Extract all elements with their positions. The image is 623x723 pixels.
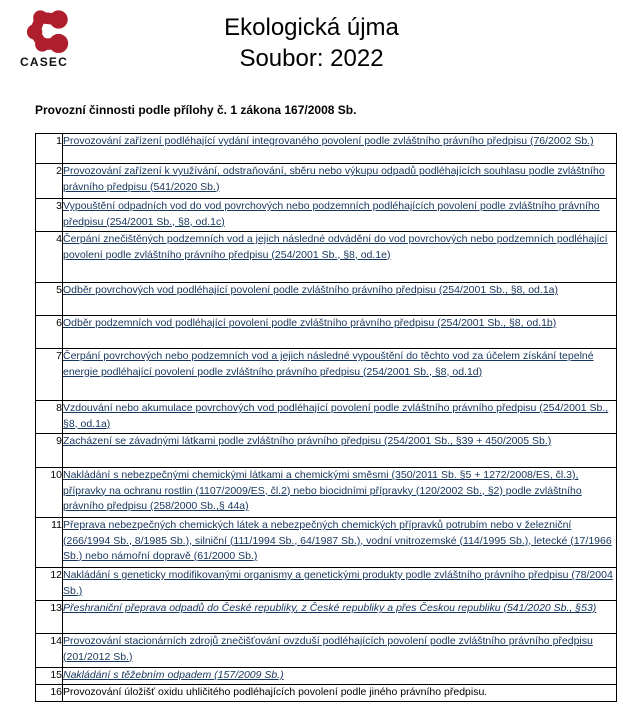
header bbox=[0, 0, 623, 100]
activity-link[interactable]: Odběr povrchových vod podléhající povolení podle zvláštního právního předpisu (254/2001 Sb., §8, od.1a) bbox=[63, 284, 558, 296]
row-number: 14 bbox=[36, 634, 63, 668]
activity-link[interactable]: Odběr podzemních vod podléhající povolení podle zvláštního právního předpisu (254/2001 Sb., §8, od.1b) bbox=[63, 317, 557, 329]
row-number: 16 bbox=[36, 684, 63, 701]
activity-link[interactable]: Zacházení se závadnými látkami podle zvláštního právního předpisu (254/2001 Sb., §39 + 450/2005 Sb.) bbox=[63, 435, 552, 447]
activities-table bbox=[35, 133, 617, 702]
casec-logo bbox=[20, 8, 82, 69]
row-number: 1 bbox=[36, 134, 63, 164]
section-heading: Provozní činnosti podle přílohy č. 1 zákona 167/2008 Sb. bbox=[35, 103, 357, 117]
row-number: 4 bbox=[36, 232, 63, 283]
activity-link[interactable]: Provozování stacionárních zdrojů znečišťování ovzduší podléhajících povolení podle zvláštního právního předpisu (201/2012 Sb.) bbox=[63, 635, 593, 663]
activity-link[interactable]: Nakládání s těžebním odpadem (157/2009 Sb.) bbox=[63, 669, 284, 681]
table-row bbox=[36, 316, 617, 349]
table-row bbox=[36, 401, 617, 434]
activity-link[interactable]: Přeprava nebezpečných chemických látek a nebezpečných chemických přípravků potrubím nebo v železniční (266/1994 Sb., 8/1985 Sb.), silniční (111/1994 Sb., 64/1987 Sb.), vodní vnitrozemské (114/1995 Sb.), letecké (17/1966 Sb.) nebo námořní dopravě (61/2000 Sb.) bbox=[63, 519, 612, 562]
table-row bbox=[36, 568, 617, 601]
casec-logo-text: CASEC bbox=[20, 55, 69, 69]
document-subtitle: Soubor: 2022 bbox=[239, 45, 384, 72]
table-row bbox=[36, 134, 617, 164]
activity-link[interactable]: Vzdouvání nebo akumulace povrchových vod podléhající povolení podle zvláštního právního předpisu (254/2001 Sb., §8, od.1a) bbox=[63, 402, 609, 430]
table-row bbox=[36, 434, 617, 468]
activity-link[interactable]: Čerpání povrchových nebo podzemních vod a jejich následné vypouštění do těchto vod za účelem získání tepelné energie podléhající povolení podle zvláštního právního předpisu (254/2001 Sb., §8, od.1d) bbox=[63, 350, 594, 378]
activity-link[interactable]: Nakládání s geneticky modifikovanými organismy a genetickými produkty podle zvláštního právního předpisu (78/2004 Sb.) bbox=[63, 569, 613, 597]
activity-link[interactable]: Přeshraniční přeprava odpadů do České republiky, z České republiky a přes Českou republiku (541/2020 Sb., §53) bbox=[63, 602, 597, 614]
row-number: 10 bbox=[36, 468, 63, 518]
row-number: 9 bbox=[36, 434, 63, 468]
activity-link[interactable]: Nakládání s nebezpečnými chemickými látkami a chemickými směsmi (350/2011 Sb. §5 + 1272/2008/ES, čl.3), přípravky na ochranu rostlin (1107/2009/ES, čl.2) nebo biocidními přípravky (120/2002 Sb., §2) podle zvláštního právního předpisu (258/2000 Sb.,§ 44a) bbox=[63, 469, 582, 512]
table-row bbox=[36, 634, 617, 668]
table-row bbox=[36, 283, 617, 316]
row-number: 13 bbox=[36, 601, 63, 634]
table-row bbox=[36, 232, 617, 283]
row-number: 2 bbox=[36, 164, 63, 199]
row-number: 7 bbox=[36, 349, 63, 401]
row-number: 3 bbox=[36, 199, 63, 232]
document-title: Ekologická újma bbox=[224, 14, 399, 41]
row-number: 15 bbox=[36, 668, 63, 685]
table-row bbox=[36, 668, 617, 685]
row-number: 11 bbox=[36, 518, 63, 568]
table-row bbox=[36, 518, 617, 568]
row-number: 8 bbox=[36, 401, 63, 434]
row-number: 5 bbox=[36, 283, 63, 316]
row-number: 12 bbox=[36, 568, 63, 601]
casec-molecule-icon bbox=[22, 8, 76, 54]
activity-link[interactable]: Čerpání znečištěných podzemních vod a jejich následné odvádění do vod povrchových nebo podzemních podléhající povolení podle zvláštního právního předpisu (254/2001 Sb., §8, od.1e) bbox=[63, 233, 608, 261]
table-row bbox=[36, 684, 617, 701]
activity-link[interactable]: Provozování zařízení k využívání, odstraňování, sběru nebo výkupu odpadů podléhajících souhlasu podle zvláštního právního předpisu (541/2020 Sb.) bbox=[63, 165, 605, 193]
activity-link[interactable]: Provozování zařízení podléhající vydání integrovaného povolení podle zvláštního právního předpisu (76/2002 Sb.) bbox=[63, 135, 594, 147]
table-row bbox=[36, 164, 617, 199]
table-row bbox=[36, 468, 617, 518]
title-block bbox=[0, 0, 623, 74]
activity-link[interactable]: Vypouštění odpadních vod do vod povrchových nebo podzemních podléhajících povolení podle zvláštního právního předpisu (254/2001 Sb., §8, od.1c) bbox=[63, 200, 600, 228]
table-row bbox=[36, 349, 617, 401]
table-row bbox=[36, 199, 617, 232]
row-number: 6 bbox=[36, 316, 63, 349]
table-row bbox=[36, 601, 617, 634]
activity-text: Provozování úložišť oxidu uhličitého podléhajících povolení podle jiného právního předpisu. bbox=[63, 685, 488, 698]
